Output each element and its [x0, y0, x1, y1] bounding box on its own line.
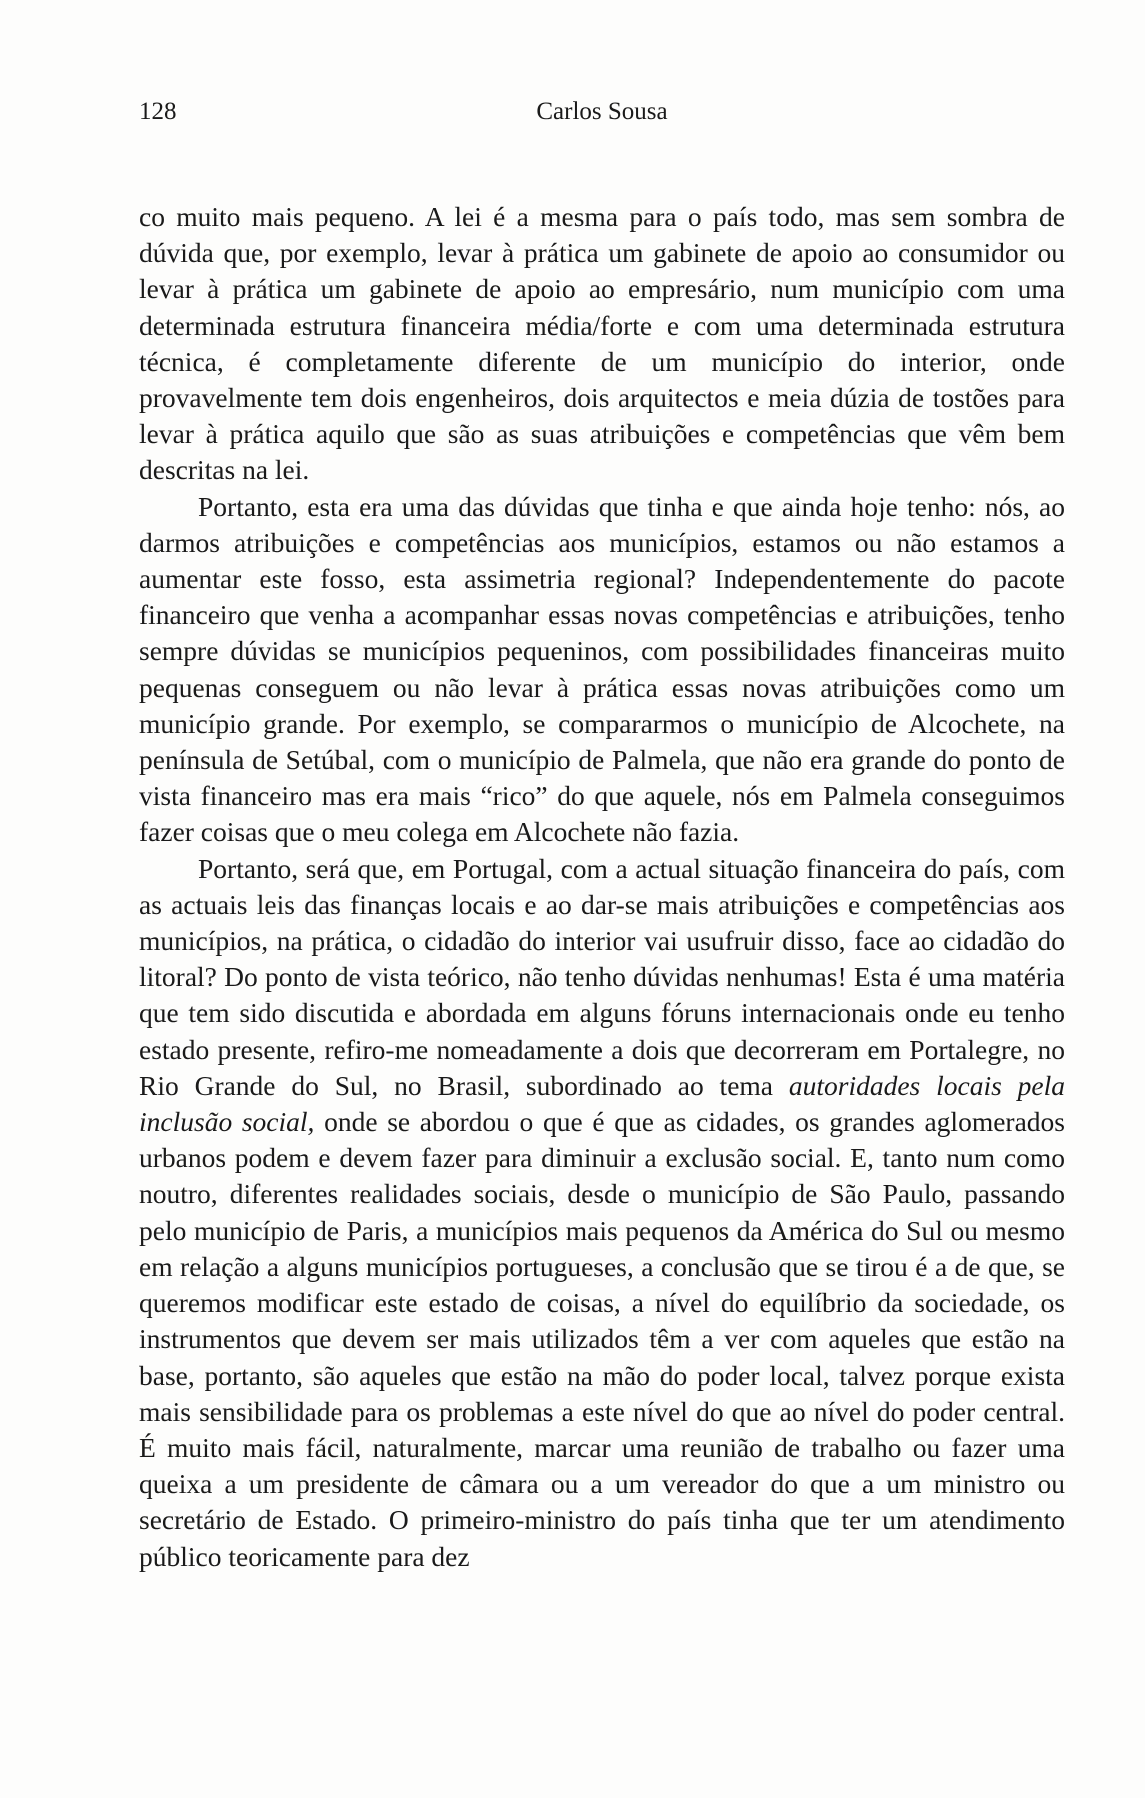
paragraph-3-text-after-italic: onde se abordou o que é que as cidades, os grandes aglomerados urbanos podem e devem fazer para diminuir a exclusão social. E, tanto num como noutro, diferentes realidades sociais, desde o município de São Paulo, passando pelo município de Paris, a municípios mais pequenos da América do Sul ou mesmo em relação a alguns municípios portugueses, a conclusão que se tirou é a de que, se queremos modificar este estado de coisas, a nível do equilíbrio da sociedade, os instrumentos que devem ser mais utilizados têm a ver com aqueles que estão na base, portanto, são aqueles que estão na mão do poder local, talvez porque exista mais sensibilidade para os problemas a este nível do que ao nível do poder central. É muito mais fácil, naturalmente, marcar uma reunião de trabalho ou fazer uma queixa a um presidente de câmara ou a um vereador do que a um ministro ou secretário de Estado. O primeiro-ministro do país tinha que ter um atendimento público teoricamente para dez [139, 1106, 1065, 1572]
running-head [139, 94, 1065, 130]
paragraph-1: co muito mais pequeno. A lei é a mesma para o país todo, mas sem sombra de dúvida que, por exemplo, levar à prática um gabinete de apoio ao consumidor ou levar à prática um gabinete de apoio ao empresário, num município com uma determinada estrutura financeira média/forte e com uma determinada estrutura técnica, é completamente diferente de um município do interior, onde provavelmente tem dois engenheiros, dois arquitectos e meia dúzia de tostões para levar à prática aquilo que são as suas atribuições e competências que vêm bem descritas na lei. [139, 201, 1065, 486]
paragraph-3-italic-title: autoridades locais pela inclusão social, [139, 1069, 1065, 1138]
running-title: Carlos Sousa [536, 98, 668, 125]
paragraph-3-text-before-italic: Portanto, será que, em Portugal, com a actual situação financeira do país, com as actuais leis das finanças locais e ao dar-se mais atribuições e competências aos municípios, na prática, o cidadão do interior vai usufruir disso, face ao cidadão do litoral? Do ponto de vista teórico, não tenho dúvidas nenhumas! Esta é uma matéria que tem sido discutida e abordada em alguns fóruns internacionais onde eu tenho estado presente, refiro-me nomeadamente a dois que decorreram em Portalegre, no Rio Grande do Sul, no Brasil, subordinado ao tema [139, 852, 1065, 1101]
page-number: 128 [139, 98, 177, 125]
paragraph-2: Portanto, esta era uma das dúvidas que tinha e que ainda hoje tenho: nós, ao darmos atribuições e competências aos municípios, estamos ou não estamos a aumentar este fosso, esta assimetria regional? Independentemente do pacote financeiro que venha a acompanhar essas novas competências e atribuições, tenho sempre dúvidas se municípios pequeninos, com possibilidades financeiras muito pequenas conseguem ou não levar à prática essas novas atribuições como um município grande. Por exemplo, se compararmos o município de Alcochete, na península de Setúbal, com o município de Palmela, que não era grande do ponto de vista financeiro mas era mais “rico” do que aquele, nós em Palmela conseguimos fazer coisas que o meu colega em Alcochete não fazia. [139, 490, 1065, 848]
body-text [139, 199, 1065, 1575]
paragraph-3 [139, 851, 1065, 1575]
